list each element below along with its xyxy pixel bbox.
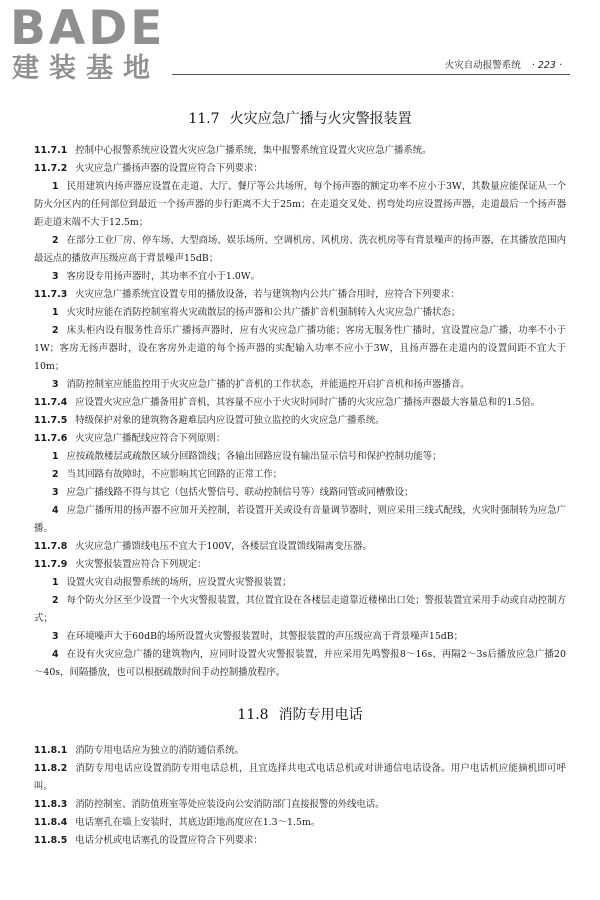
clause-paragraph — [34, 142, 566, 160]
item-number: 4 — [52, 649, 59, 660]
item-number: 1 — [52, 307, 59, 318]
list-item — [34, 304, 566, 322]
clause-number: 11.7.2 — [34, 163, 68, 174]
clause-number: 11.8.1 — [34, 745, 68, 756]
clause-paragraph — [34, 742, 566, 760]
item-number: 2 — [52, 469, 59, 480]
clause-text: 特级保护对象的建筑物各避难层内应设置可独立监控的火灾应急广播系统。 — [75, 415, 385, 426]
section-number: 11.8 — [237, 707, 269, 723]
clause-number: 11.7.8 — [34, 541, 68, 552]
publisher-logo — [10, 1, 180, 88]
item-number: 3 — [52, 631, 59, 642]
item-text: 每个防火分区至少设置一个火灾警报装置，其位置宜设在各楼层走道靠近楼梯出口处；警报装置宜采用手动或自动控制方式； — [34, 595, 566, 624]
clause-text: 控制中心报警系统应设置火灾应急广播系统，集中报警系统宜设置火灾应急广播系统。 — [75, 145, 432, 156]
list-item — [34, 448, 566, 466]
clause-paragraph — [34, 760, 566, 796]
clause-text: 消防专用电话应设置消防专用电话总机，且宜选择共电式电话总机或对讲通信电话设备。用户电话机应能摘机即可呼叫。 — [34, 763, 566, 792]
clause-number: 11.7.1 — [34, 145, 68, 156]
item-number: 3 — [52, 487, 59, 498]
item-text: 消防控制室应能监控用于火灾应急广播的扩音机的工作状态，并能遥控开启扩音机和扬声器播音。 — [66, 379, 470, 390]
item-text: 应急广播线路不得与其它（包括火警信号、联动控制信号等）线路同管或同槽敷设； — [66, 487, 414, 498]
item-text: 应急广播所用的扬声器不应加开关控制，若设置开关或设有音量调节器时，则应采用三线式配线，火灾时强制转为应急广播。 — [34, 505, 566, 534]
clause-text: 火灾应急广播馈线电压不宜大于100V，各楼层宜设置馈线隔离变压器。 — [75, 541, 372, 552]
clause-paragraph — [34, 796, 566, 814]
logo-wordmark: BADE — [10, 1, 166, 56]
item-number: 2 — [52, 595, 59, 606]
list-item — [34, 502, 566, 538]
item-number: 1 — [52, 181, 59, 192]
list-item — [34, 322, 566, 376]
section-title: 火灾应急广播与火灾警报装置 — [229, 111, 412, 127]
list-item — [34, 376, 566, 394]
item-number: 1 — [52, 577, 59, 588]
clause-text: 电话塞孔在墙上安装时，其底边距地高度应在1.3～1.5m。 — [75, 817, 321, 828]
clause-paragraph — [34, 814, 566, 832]
clause-paragraph — [34, 832, 566, 850]
section-heading — [34, 704, 566, 724]
item-number: 2 — [52, 235, 59, 246]
clause-paragraph — [34, 412, 566, 430]
clause-text: 火灾警报装置应符合下列规定： — [75, 559, 207, 570]
clause-text: 消防控制室、消防值班室等处应装设向公安消防部门直接报警的外线电话。 — [75, 799, 385, 810]
clause-number: 11.8.5 — [34, 835, 68, 846]
list-item — [34, 646, 566, 682]
running-header-title: 火灾自动报警系统 — [444, 60, 521, 71]
item-text: 设置火灾自动报警系统的场所，应设置火灾警报装置； — [66, 577, 292, 588]
running-header — [445, 57, 562, 71]
document-body — [34, 108, 566, 850]
item-text: 应按疏散楼层或疏散区域分回路馈线；各输出回路应设有输出显示信号和保护控制功能等； — [66, 451, 442, 462]
clause-paragraph — [34, 430, 566, 448]
clause-paragraph — [34, 286, 566, 304]
clause-number: 11.7.9 — [34, 559, 68, 570]
item-text: 火灾时应能在消防控制室将火灾疏散层的扬声器和公共广播扩音机强制转入火灾应急广播状态； — [66, 307, 461, 318]
clause-number: 11.7.4 — [34, 397, 68, 408]
clause-paragraph — [34, 538, 566, 556]
item-number: 3 — [52, 271, 59, 282]
clause-text: 应设置火灾应急广播备用扩音机，其容量不应小于火灾时同时广播的火灾应急广播扬声器最大容量总和的1.5倍。 — [75, 397, 541, 408]
clause-number: 11.8.4 — [34, 817, 68, 828]
list-item — [34, 628, 566, 646]
clause-paragraph — [34, 160, 566, 178]
item-text: 床头柜内设有服务性音乐广播扬声器时，应有火灾应急广播功能；客房无服务性广播时，宜设置应急广播，功率不小于1W；客房无扬声器时，设在客房外走道的每个扬声器的实配输入功率不应小于3W，且扬声器在走道内的设置间距不宜大于10m； — [34, 325, 566, 372]
clause-number: 11.8.3 — [34, 799, 68, 810]
clause-text: 火灾应急广播系统宜设置专用的播放设备，若与建筑物内公共广播合用时，应符合下列要求： — [75, 289, 460, 300]
clause-number: 11.7.6 — [34, 433, 68, 444]
clause-paragraph — [34, 394, 566, 412]
list-item — [34, 268, 566, 286]
item-number: 4 — [52, 505, 59, 516]
item-text: 民用建筑内扬声器应设置在走道、大厅、餐厅等公共场所，每个扬声器的额定功率不应小于3W，其数量应能保证从一个防火分区内的任何部位到最近一个扬声器的步行距离不大于25m；在走道交叉处、拐弯处均应设置扬声器，走道最后一个扬声器距走道末端不大于12.5m； — [34, 181, 566, 228]
item-text: 在环境噪声大于60dB的场所设置火灾警报装置时，其警报装置的声压级应高于背景噪声15dB； — [66, 631, 464, 642]
item-number: 1 — [52, 451, 59, 462]
list-item — [34, 592, 566, 628]
item-number: 2 — [52, 325, 59, 336]
clause-text: 电话分机或电话塞孔的设置应符合下列要求： — [75, 835, 263, 846]
list-item — [34, 232, 566, 268]
clause-text: 火灾应急广播配线应符合下列原则： — [75, 433, 226, 444]
item-text: 在设有火灾应急广播的建筑物内，应同时设置火灾警报装置，并应采用先鸣警报8～16s、再隔2～3s后播放应急广播20～40s，间隔播放，也可以根据疏散时间手动控制播放程序。 — [34, 649, 566, 678]
item-text: 客房设专用扬声器时，其功率不宜小于1.0W。 — [66, 271, 260, 282]
page-number: · 223 · — [531, 60, 562, 71]
clause-text: 消防专用电话应为独立的消防通信系统。 — [75, 745, 244, 756]
list-item — [34, 484, 566, 502]
clause-number: 11.7.5 — [34, 415, 68, 426]
section-heading — [34, 108, 566, 128]
clause-paragraph — [34, 556, 566, 574]
clause-number: 11.7.3 — [34, 289, 68, 300]
item-text: 在部分工业厂房、停车场、大型商场、娱乐场所、空调机房、风机房、洗衣机房等有背景噪声的扬声器，在其播放范围内最远点的播放声压级应高于背景噪声15dB； — [34, 235, 566, 264]
list-item — [34, 574, 566, 592]
logo-subtitle: 建装基地 — [12, 53, 160, 84]
clause-number: 11.8.2 — [34, 763, 68, 774]
section-title: 消防专用电话 — [278, 707, 363, 723]
section-number: 11.7 — [188, 111, 220, 127]
header-rule — [172, 74, 570, 75]
clause-text: 火灾应急广播扬声器的设置应符合下列要求： — [75, 163, 263, 174]
list-item — [34, 178, 566, 232]
list-item — [34, 466, 566, 484]
item-text: 当其回路有故障时，不应影响其它回路的正常工作； — [66, 469, 283, 480]
item-number: 3 — [52, 379, 59, 390]
